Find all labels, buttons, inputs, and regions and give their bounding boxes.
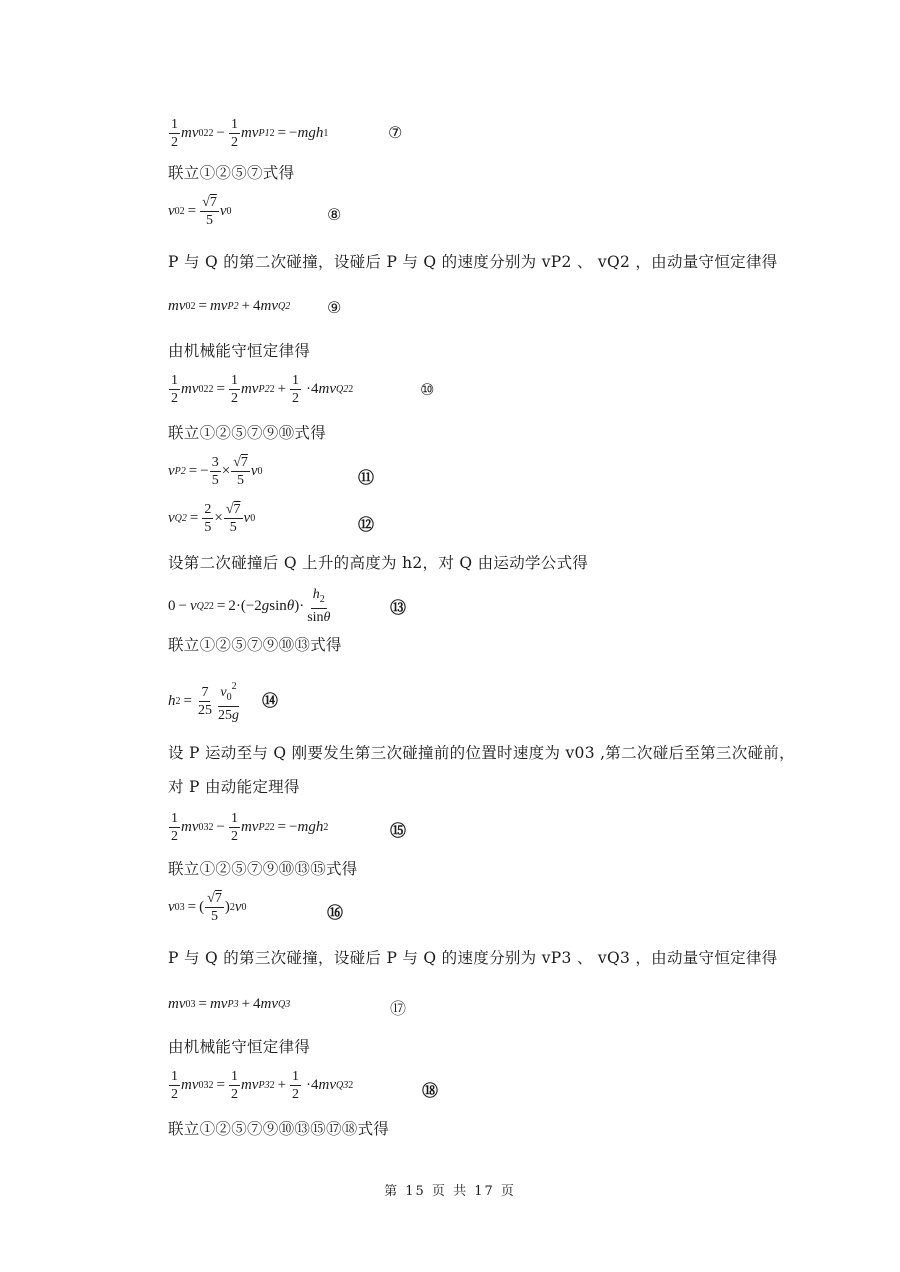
equation-18: $\frac{1}{2}$ mv 03 2 = $\frac{1}{2}$ mv P3 2 + $\frac{1}{2}$ ·4mv Q3 2 [171, 1069, 354, 1102]
marker-10: ⑩ [420, 380, 435, 399]
equation-7: $\frac{1}{2}$ mv 02 2 − $\frac{1}{2}$ mv P1 2 = − mgh 1 [171, 117, 329, 150]
text-work-energy: 对 P 由动能定理得 [168, 778, 300, 796]
text-third-approach: 设 P 运动至与 Q 刚要发生第三次碰撞前的位置时速度为 v03 ,第二次碰后至第三次碰前， [168, 744, 795, 762]
marker-12: ⑫ [358, 515, 375, 534]
page-footer: 第 15 页 共 17 页 [384, 1184, 516, 1199]
equation-9: mv 02 = mv P2 + 4 mv Q2 [168, 298, 291, 314]
marker-11: ⑪ [358, 468, 375, 487]
equation-14: h 2 = $\frac{7}{25}$ $\frac{v_0^2}{25g}$ [168, 678, 242, 724]
marker-16: ⑯ [327, 903, 344, 922]
marker-13: ⑬ [390, 598, 407, 617]
equation-17: mv 03 = mv P3 + 4 mv Q3 [168, 996, 291, 1012]
equation-11: v P2 = − $\frac{3}{5}$ × $\frac{√7}{5}$ v 0 [168, 455, 263, 488]
marker-15: ⑮ [390, 821, 407, 840]
text-combine-4: 联立①②⑤⑦⑨⑩⑬⑮式得 [168, 860, 358, 878]
text-height-h2: 设第二次碰撞后 Q 上升的高度为 h2，对 Q 由运动学公式得 [168, 554, 589, 572]
equation-8: v 02 = $\frac{√7}{5}$ v 0 [168, 195, 232, 228]
marker-7: ⑦ [388, 123, 403, 142]
text-combine-3: 联立①②⑤⑦⑨⑩⑬式得 [168, 636, 342, 654]
text-second-collision: P 与 Q 的第二次碰撞，设碰后 P 与 Q 的速度分别为 vP2 、 vQ2 ，由动量守恒定律得 [168, 253, 778, 271]
equation-12: v Q2 = $\frac{2}{5}$ × $\frac{√7}{5}$ v 0 [168, 502, 256, 535]
text-third-collision: P 与 Q 的第三次碰撞，设碰后 P 与 Q 的速度分别为 vP3 、 vQ3 ，由动量守恒定律得 [168, 949, 778, 967]
text-combine-1: 联立①②⑤⑦式得 [168, 164, 295, 182]
marker-14: ⑭ [262, 691, 279, 710]
marker-17: ⑰ [390, 999, 407, 1018]
marker-18: ⑱ [422, 1081, 439, 1100]
equation-13: 0 − v Q2 2 = 2·(−2 g sin θ )· $\frac{h_2}{\sin\theta}$ [168, 587, 331, 625]
text-combine-5: 联立①②⑤⑦⑨⑩⑬⑮⑰⑱式得 [168, 1120, 390, 1138]
text-combine-2: 联立①②⑤⑦⑨⑩式得 [168, 424, 327, 442]
text-mech-energy-1: 由机械能守恒定律得 [168, 342, 311, 360]
equation-15: $\frac{1}{2}$ mv 03 2 − $\frac{1}{2}$ mv P2 2 = − mgh 2 [171, 811, 329, 844]
equation-10: $\frac{1}{2}$ mv 02 2 = $\frac{1}{2}$ mv P2 2 + $\frac{1}{2}$ ·4mv Q2 2 [171, 373, 354, 406]
marker-9: ⑨ [327, 298, 342, 317]
equation-16: v 03 = ( $\frac{√7}{5}$ ) 2 v 0 [168, 891, 247, 924]
marker-8: ⑧ [327, 205, 342, 224]
text-mech-energy-2: 由机械能守恒定律得 [168, 1038, 311, 1056]
